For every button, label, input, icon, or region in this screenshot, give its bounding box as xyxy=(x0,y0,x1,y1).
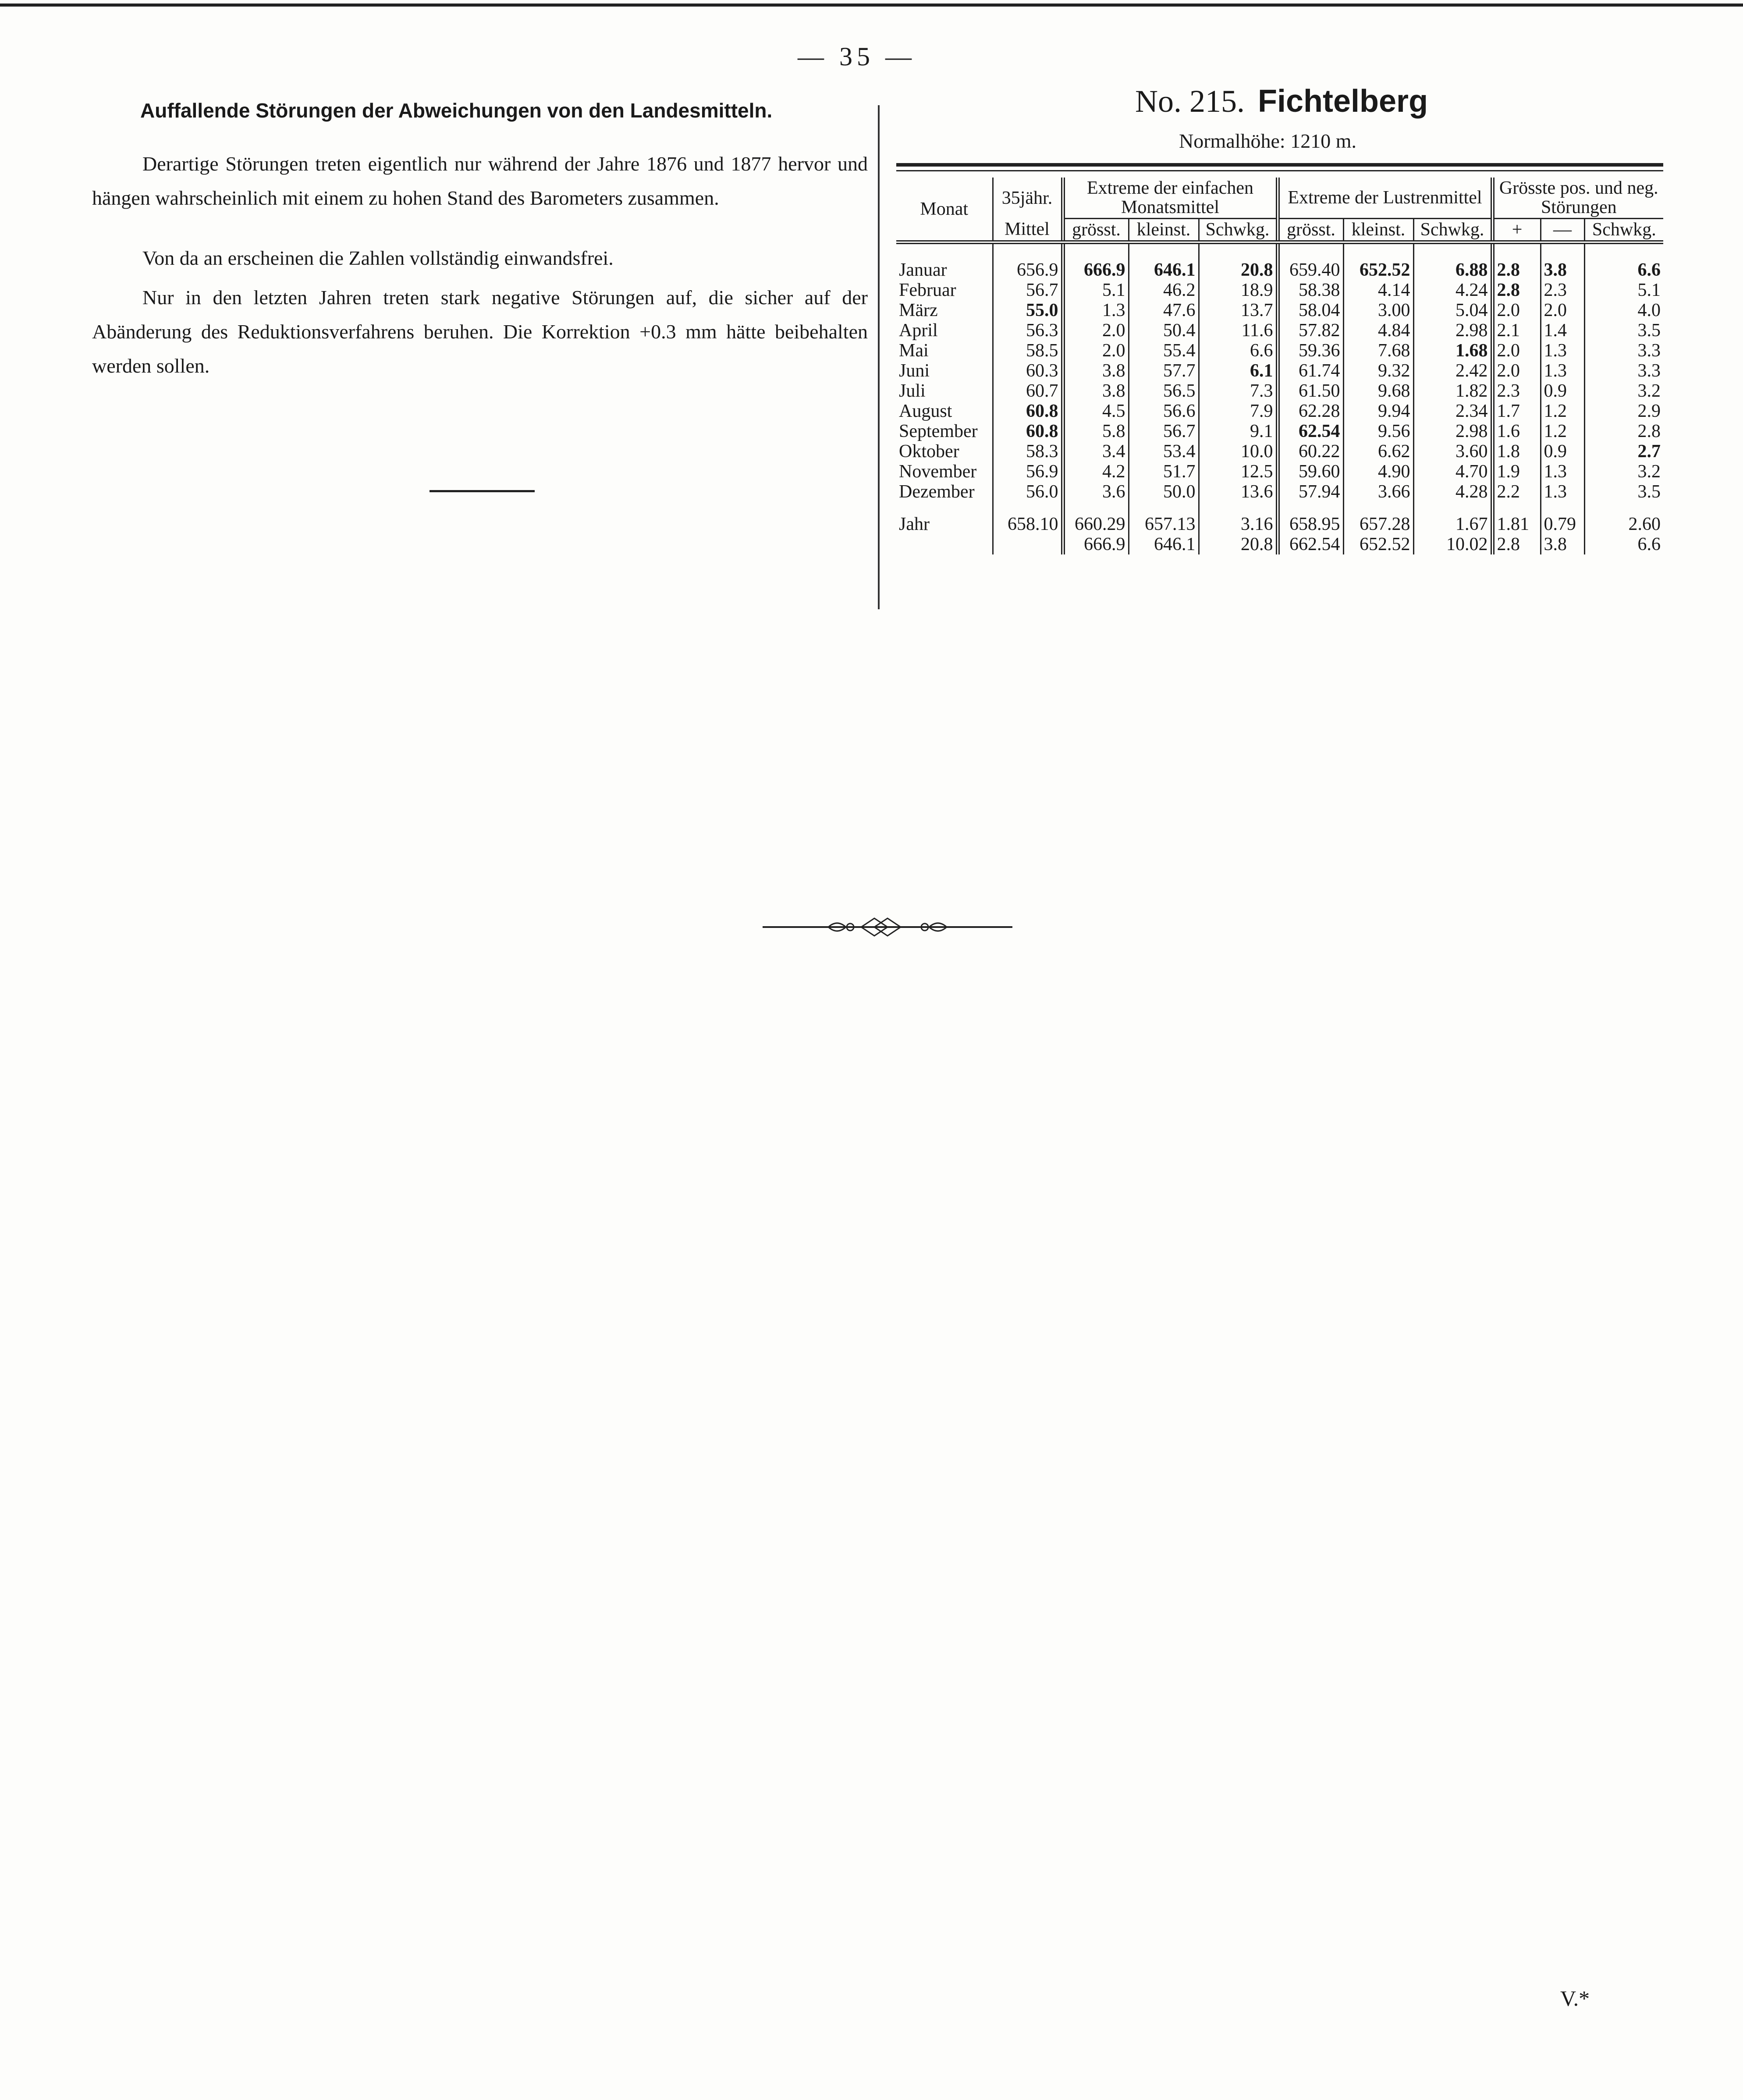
cell-g3-minus: 3.8 xyxy=(1541,260,1584,280)
spacer-row xyxy=(896,502,1663,514)
cell-g3-minus: 0.9 xyxy=(1541,441,1584,462)
header-g1-schwkg: Schwkg. xyxy=(1199,219,1278,242)
cell-g2-kleinst: 652.52 xyxy=(1343,260,1413,280)
cell-mittel: 58.3 xyxy=(993,441,1063,462)
header-g3-schwkg: Schwkg. xyxy=(1584,219,1663,242)
cell-g2-schwkg: 3.60 xyxy=(1413,441,1492,462)
table-row xyxy=(896,421,1663,441)
cell-g1-groesst: 666.9 xyxy=(1063,260,1129,280)
cell-g2-schwkg: 5.04 xyxy=(1413,300,1492,320)
cell-g3-schwkg: 6.6 xyxy=(1584,260,1663,280)
cell-g2-groesst: 58.04 xyxy=(1278,300,1343,320)
cell-g3-schwkg: 3.3 xyxy=(1584,341,1663,361)
cell-g2-groesst: 57.94 xyxy=(1278,482,1343,502)
cell-g3-minus: 1.3 xyxy=(1541,462,1584,482)
cell-g3-schwkg: 2.7 xyxy=(1584,441,1663,462)
cell-mittel: 656.9 xyxy=(993,260,1063,280)
station-title xyxy=(1135,83,1428,120)
cell-g3-minus: 2.0 xyxy=(1541,300,1584,320)
month-label: Dezember xyxy=(899,482,975,502)
cell-g1-schwkg: 11.6 xyxy=(1199,320,1278,341)
cell-g1-schwkg: 6.1 xyxy=(1199,361,1278,381)
month-label: September xyxy=(899,421,978,441)
cell-g2-schwkg: 10.02 xyxy=(1413,534,1492,554)
cell-g1-groesst: 5.8 xyxy=(1063,421,1129,441)
cell-g2-groesst: 59.36 xyxy=(1278,341,1343,361)
cell-g3-minus: 1.3 xyxy=(1541,341,1584,361)
cell-g2-groesst: 61.74 xyxy=(1278,361,1343,381)
cell-g3-schwkg: 3.5 xyxy=(1584,482,1663,502)
cell-g3-plus: 2.8 xyxy=(1492,260,1541,280)
table-top-rule-thin xyxy=(896,170,1663,171)
cell-g3-schwkg: 2.60 xyxy=(1584,514,1663,534)
jahr-mittel: 658.10 xyxy=(993,514,1063,534)
cell-g3-plus: 2.3 xyxy=(1492,381,1541,401)
month-label: Oktober xyxy=(899,441,959,462)
pressure-table xyxy=(896,178,1663,554)
cell-g2-kleinst: 6.62 xyxy=(1343,441,1413,462)
cell-g1-kleinst: 646.1 xyxy=(1129,260,1199,280)
cell-g1-kleinst: 50.4 xyxy=(1129,320,1199,341)
cell-g3-schwkg: 5.1 xyxy=(1584,280,1663,300)
table-row xyxy=(896,441,1663,462)
cell-g3-schwkg: 3.5 xyxy=(1584,320,1663,341)
cell-g2-schwkg: 1.68 xyxy=(1413,341,1492,361)
cell-g1-schwkg: 12.5 xyxy=(1199,462,1278,482)
cell-g3-minus: 1.3 xyxy=(1541,482,1584,502)
cell-g2-schwkg: 2.98 xyxy=(1413,421,1492,441)
station-normal-height: Normalhöhe: 1210 m. xyxy=(1179,130,1356,152)
cell-g1-groesst: 2.0 xyxy=(1063,341,1129,361)
section-heading: Auffallende Störungen der Abweichungen von den Landesmitteln. xyxy=(140,99,773,122)
cell-mittel: 60.8 xyxy=(993,401,1063,421)
month-label: November xyxy=(899,462,977,482)
cell-g2-groesst: 57.82 xyxy=(1278,320,1343,341)
cell-mittel: 55.0 xyxy=(993,300,1063,320)
cell-g1-groesst: 660.29 xyxy=(1063,514,1129,534)
cell-g1-groesst: 3.8 xyxy=(1063,361,1129,381)
cell-g1-groesst: 1.3 xyxy=(1063,300,1129,320)
top-rule xyxy=(0,4,1743,7)
cell-g3-plus: 2.1 xyxy=(1492,320,1541,341)
cell-g2-kleinst: 4.14 xyxy=(1343,280,1413,300)
station-number: No. 215. xyxy=(1135,84,1245,119)
cell-g3-plus: 2.8 xyxy=(1492,534,1541,554)
cell-g2-kleinst: 9.94 xyxy=(1343,401,1413,421)
cell-g1-groesst: 4.5 xyxy=(1063,401,1129,421)
cell-g1-schwkg: 13.6 xyxy=(1199,482,1278,502)
cell-g2-schwkg: 1.82 xyxy=(1413,381,1492,401)
cell-g3-minus: 1.2 xyxy=(1541,421,1584,441)
header-monat: Monat xyxy=(896,178,993,242)
paragraph-3: Nur in den letzten Jahren treten stark negative Störungen auf, die sicher auf der Abänderung des Reduktionsverfahrens beruhen. Die Korrektion +0.3 mm hätte beibehalten werden sollen. xyxy=(92,286,868,377)
cell-g3-plus: 1.9 xyxy=(1492,462,1541,482)
cell-g2-schwkg: 2.34 xyxy=(1413,401,1492,421)
cell-mittel: 60.3 xyxy=(993,361,1063,381)
month-label: Januar xyxy=(899,260,947,280)
month-label: Februar xyxy=(899,280,956,300)
header-row-2 xyxy=(896,219,1663,242)
header-g2-groesst: grösst. xyxy=(1278,219,1343,242)
cell-g3-schwkg: 2.9 xyxy=(1584,401,1663,421)
header-g1-kleinst: kleinst. xyxy=(1129,219,1199,242)
table-top-rule xyxy=(896,163,1663,167)
cell-g2-kleinst: 3.66 xyxy=(1343,482,1413,502)
cell-g1-schwkg: 7.9 xyxy=(1199,401,1278,421)
month-label: Juli xyxy=(899,381,926,401)
cell-g2-groesst: 62.54 xyxy=(1278,421,1343,441)
cell-g1-kleinst: 57.7 xyxy=(1129,361,1199,381)
header-mittel-bottom: Mittel xyxy=(993,219,1063,242)
cell-g3-minus: 0.9 xyxy=(1541,381,1584,401)
cell-g3-plus: 1.6 xyxy=(1492,421,1541,441)
cell-g1-kleinst: 55.4 xyxy=(1129,341,1199,361)
cell-g1-kleinst: 657.13 xyxy=(1129,514,1199,534)
cell-g2-kleinst: 3.00 xyxy=(1343,300,1413,320)
cell-g1-groesst: 3.8 xyxy=(1063,381,1129,401)
cell-g3-minus: 2.3 xyxy=(1541,280,1584,300)
cell-g2-kleinst: 4.84 xyxy=(1343,320,1413,341)
cell-g2-kleinst: 7.68 xyxy=(1343,341,1413,361)
cell-g1-schwkg: 20.8 xyxy=(1199,534,1278,554)
signature-mark: V.* xyxy=(1560,1986,1590,2011)
cell-mittel: 56.9 xyxy=(993,462,1063,482)
cell-g1-kleinst: 56.6 xyxy=(1129,401,1199,421)
cell-g2-kleinst: 9.56 xyxy=(1343,421,1413,441)
cell-g1-kleinst: 56.7 xyxy=(1129,421,1199,441)
ornament-divider-icon xyxy=(763,912,1012,942)
cell-g1-kleinst: 646.1 xyxy=(1129,534,1199,554)
cell-g2-groesst: 59.60 xyxy=(1278,462,1343,482)
jahr-row-2 xyxy=(896,534,1663,554)
cell-g1-kleinst: 46.2 xyxy=(1129,280,1199,300)
cell-g1-groesst: 2.0 xyxy=(1063,320,1129,341)
cell-g2-schwkg: 2.42 xyxy=(1413,361,1492,381)
cell-g1-schwkg: 6.6 xyxy=(1199,341,1278,361)
cell-g3-plus: 1.8 xyxy=(1492,441,1541,462)
cell-g2-kleinst: 652.52 xyxy=(1343,534,1413,554)
cell-g1-kleinst: 53.4 xyxy=(1129,441,1199,462)
cell-g1-groesst: 3.4 xyxy=(1063,441,1129,462)
cell-g1-kleinst: 51.7 xyxy=(1129,462,1199,482)
cell-g1-groesst: 5.1 xyxy=(1063,280,1129,300)
cell-g2-schwkg: 6.88 xyxy=(1413,260,1492,280)
cell-g1-schwkg: 3.16 xyxy=(1199,514,1278,534)
header-g2-kleinst: kleinst. xyxy=(1343,219,1413,242)
cell-g1-kleinst: 56.5 xyxy=(1129,381,1199,401)
cell-g3-plus: 1.7 xyxy=(1492,401,1541,421)
cell-mittel: 58.5 xyxy=(993,341,1063,361)
month-label: März xyxy=(899,300,938,320)
jahr-label: Jahr xyxy=(899,514,930,534)
cell-g2-kleinst: 4.90 xyxy=(1343,462,1413,482)
month-label: August xyxy=(899,401,952,421)
cell-g3-minus: 1.4 xyxy=(1541,320,1584,341)
header-g3-plus: + xyxy=(1492,219,1541,242)
cell-g1-schwkg: 18.9 xyxy=(1199,280,1278,300)
jahr-row-1 xyxy=(896,514,1663,534)
cell-g3-minus: 1.3 xyxy=(1541,361,1584,381)
table-row xyxy=(896,341,1663,361)
month-label: Juni xyxy=(899,361,930,381)
cell-mittel: 56.0 xyxy=(993,482,1063,502)
cell-g2-schwkg: 4.24 xyxy=(1413,280,1492,300)
cell-g1-kleinst: 50.0 xyxy=(1129,482,1199,502)
header-mittel-top: 35jähr. xyxy=(993,178,1063,219)
cell-g3-schwkg: 4.0 xyxy=(1584,300,1663,320)
cell-g1-groesst: 666.9 xyxy=(1063,534,1129,554)
header-g2-schwkg: Schwkg. xyxy=(1413,219,1492,242)
cell-g1-schwkg: 20.8 xyxy=(1199,260,1278,280)
cell-g2-groesst: 662.54 xyxy=(1278,534,1343,554)
cell-g1-groesst: 3.6 xyxy=(1063,482,1129,502)
cell-g3-plus: 2.8 xyxy=(1492,280,1541,300)
cell-g3-plus: 2.0 xyxy=(1492,341,1541,361)
cell-g2-schwkg: 2.98 xyxy=(1413,320,1492,341)
cell-g3-schwkg: 3.2 xyxy=(1584,381,1663,401)
cell-g3-schwkg: 3.3 xyxy=(1584,361,1663,381)
cell-g2-schwkg: 1.67 xyxy=(1413,514,1492,534)
cell-g3-minus: 3.8 xyxy=(1541,534,1584,554)
table-row xyxy=(896,361,1663,381)
table-row xyxy=(896,280,1663,300)
cell-g2-kleinst: 657.28 xyxy=(1343,514,1413,534)
cell-g2-kleinst: 9.32 xyxy=(1343,361,1413,381)
cell-g1-kleinst: 47.6 xyxy=(1129,300,1199,320)
paragraph-2: Von da an erscheinen die Zahlen vollständig einwandsfrei. xyxy=(142,247,614,269)
table-row xyxy=(896,482,1663,502)
header-row-1 xyxy=(896,178,1663,219)
header-g3-minus: — xyxy=(1541,219,1584,242)
cell-g3-schwkg: 2.8 xyxy=(1584,421,1663,441)
month-label: April xyxy=(899,320,938,341)
header-g1-groesst: grösst. xyxy=(1063,219,1129,242)
month-label: Mai xyxy=(899,341,929,361)
station-name: Fichtelberg xyxy=(1258,84,1428,119)
cell-g3-plus: 2.2 xyxy=(1492,482,1541,502)
table-row xyxy=(896,300,1663,320)
cell-mittel: 56.7 xyxy=(993,280,1063,300)
cell-g3-plus: 2.0 xyxy=(1492,300,1541,320)
cell-g2-groesst: 60.22 xyxy=(1278,441,1343,462)
table-row xyxy=(896,381,1663,401)
cell-g3-schwkg: 3.2 xyxy=(1584,462,1663,482)
header-group-monatsmittel: Extreme der einfachen Monatsmittel xyxy=(1063,178,1278,219)
cell-g1-schwkg: 13.7 xyxy=(1199,300,1278,320)
cell-g2-groesst: 659.40 xyxy=(1278,260,1343,280)
cell-g2-kleinst: 9.68 xyxy=(1343,381,1413,401)
cell-g3-minus: 0.79 xyxy=(1541,514,1584,534)
cell-g3-plus: 2.0 xyxy=(1492,361,1541,381)
cell-mittel: 56.3 xyxy=(993,320,1063,341)
cell-g1-schwkg: 9.1 xyxy=(1199,421,1278,441)
cell-g2-groesst: 62.28 xyxy=(1278,401,1343,421)
cell-g1-schwkg: 10.0 xyxy=(1199,441,1278,462)
cell-g3-schwkg: 6.6 xyxy=(1584,534,1663,554)
paragraph-1: Derartige Störungen treten eigentlich nur während der Jahre 1876 und 1877 hervor und hängen wahrscheinlich mit einem zu hohen Stand des Barometers zusammen. xyxy=(92,153,868,209)
section-end-rule xyxy=(430,490,535,492)
spacer-row xyxy=(896,242,1663,260)
column-divider xyxy=(878,105,880,609)
cell-g2-groesst: 58.38 xyxy=(1278,280,1343,300)
cell-g2-groesst: 61.50 xyxy=(1278,381,1343,401)
table-row xyxy=(896,260,1663,280)
cell-g2-schwkg: 4.28 xyxy=(1413,482,1492,502)
page-number: — 35 — xyxy=(798,42,916,71)
cell-g1-groesst: 4.2 xyxy=(1063,462,1129,482)
table-row xyxy=(896,320,1663,341)
header-group-lustrenmittel: Extreme der Lustrenmittel xyxy=(1278,178,1492,219)
cell-g3-plus: 1.81 xyxy=(1492,514,1541,534)
cell-mittel: 60.7 xyxy=(993,381,1063,401)
cell-mittel: 60.8 xyxy=(993,421,1063,441)
cell-g2-schwkg: 4.70 xyxy=(1413,462,1492,482)
cell-g2-groesst: 658.95 xyxy=(1278,514,1343,534)
header-group-stoerungen: Grösste pos. und neg. Störungen xyxy=(1492,178,1663,219)
table-row xyxy=(896,462,1663,482)
table-row xyxy=(896,401,1663,421)
cell-g3-minus: 1.2 xyxy=(1541,401,1584,421)
cell-g1-schwkg: 7.3 xyxy=(1199,381,1278,401)
